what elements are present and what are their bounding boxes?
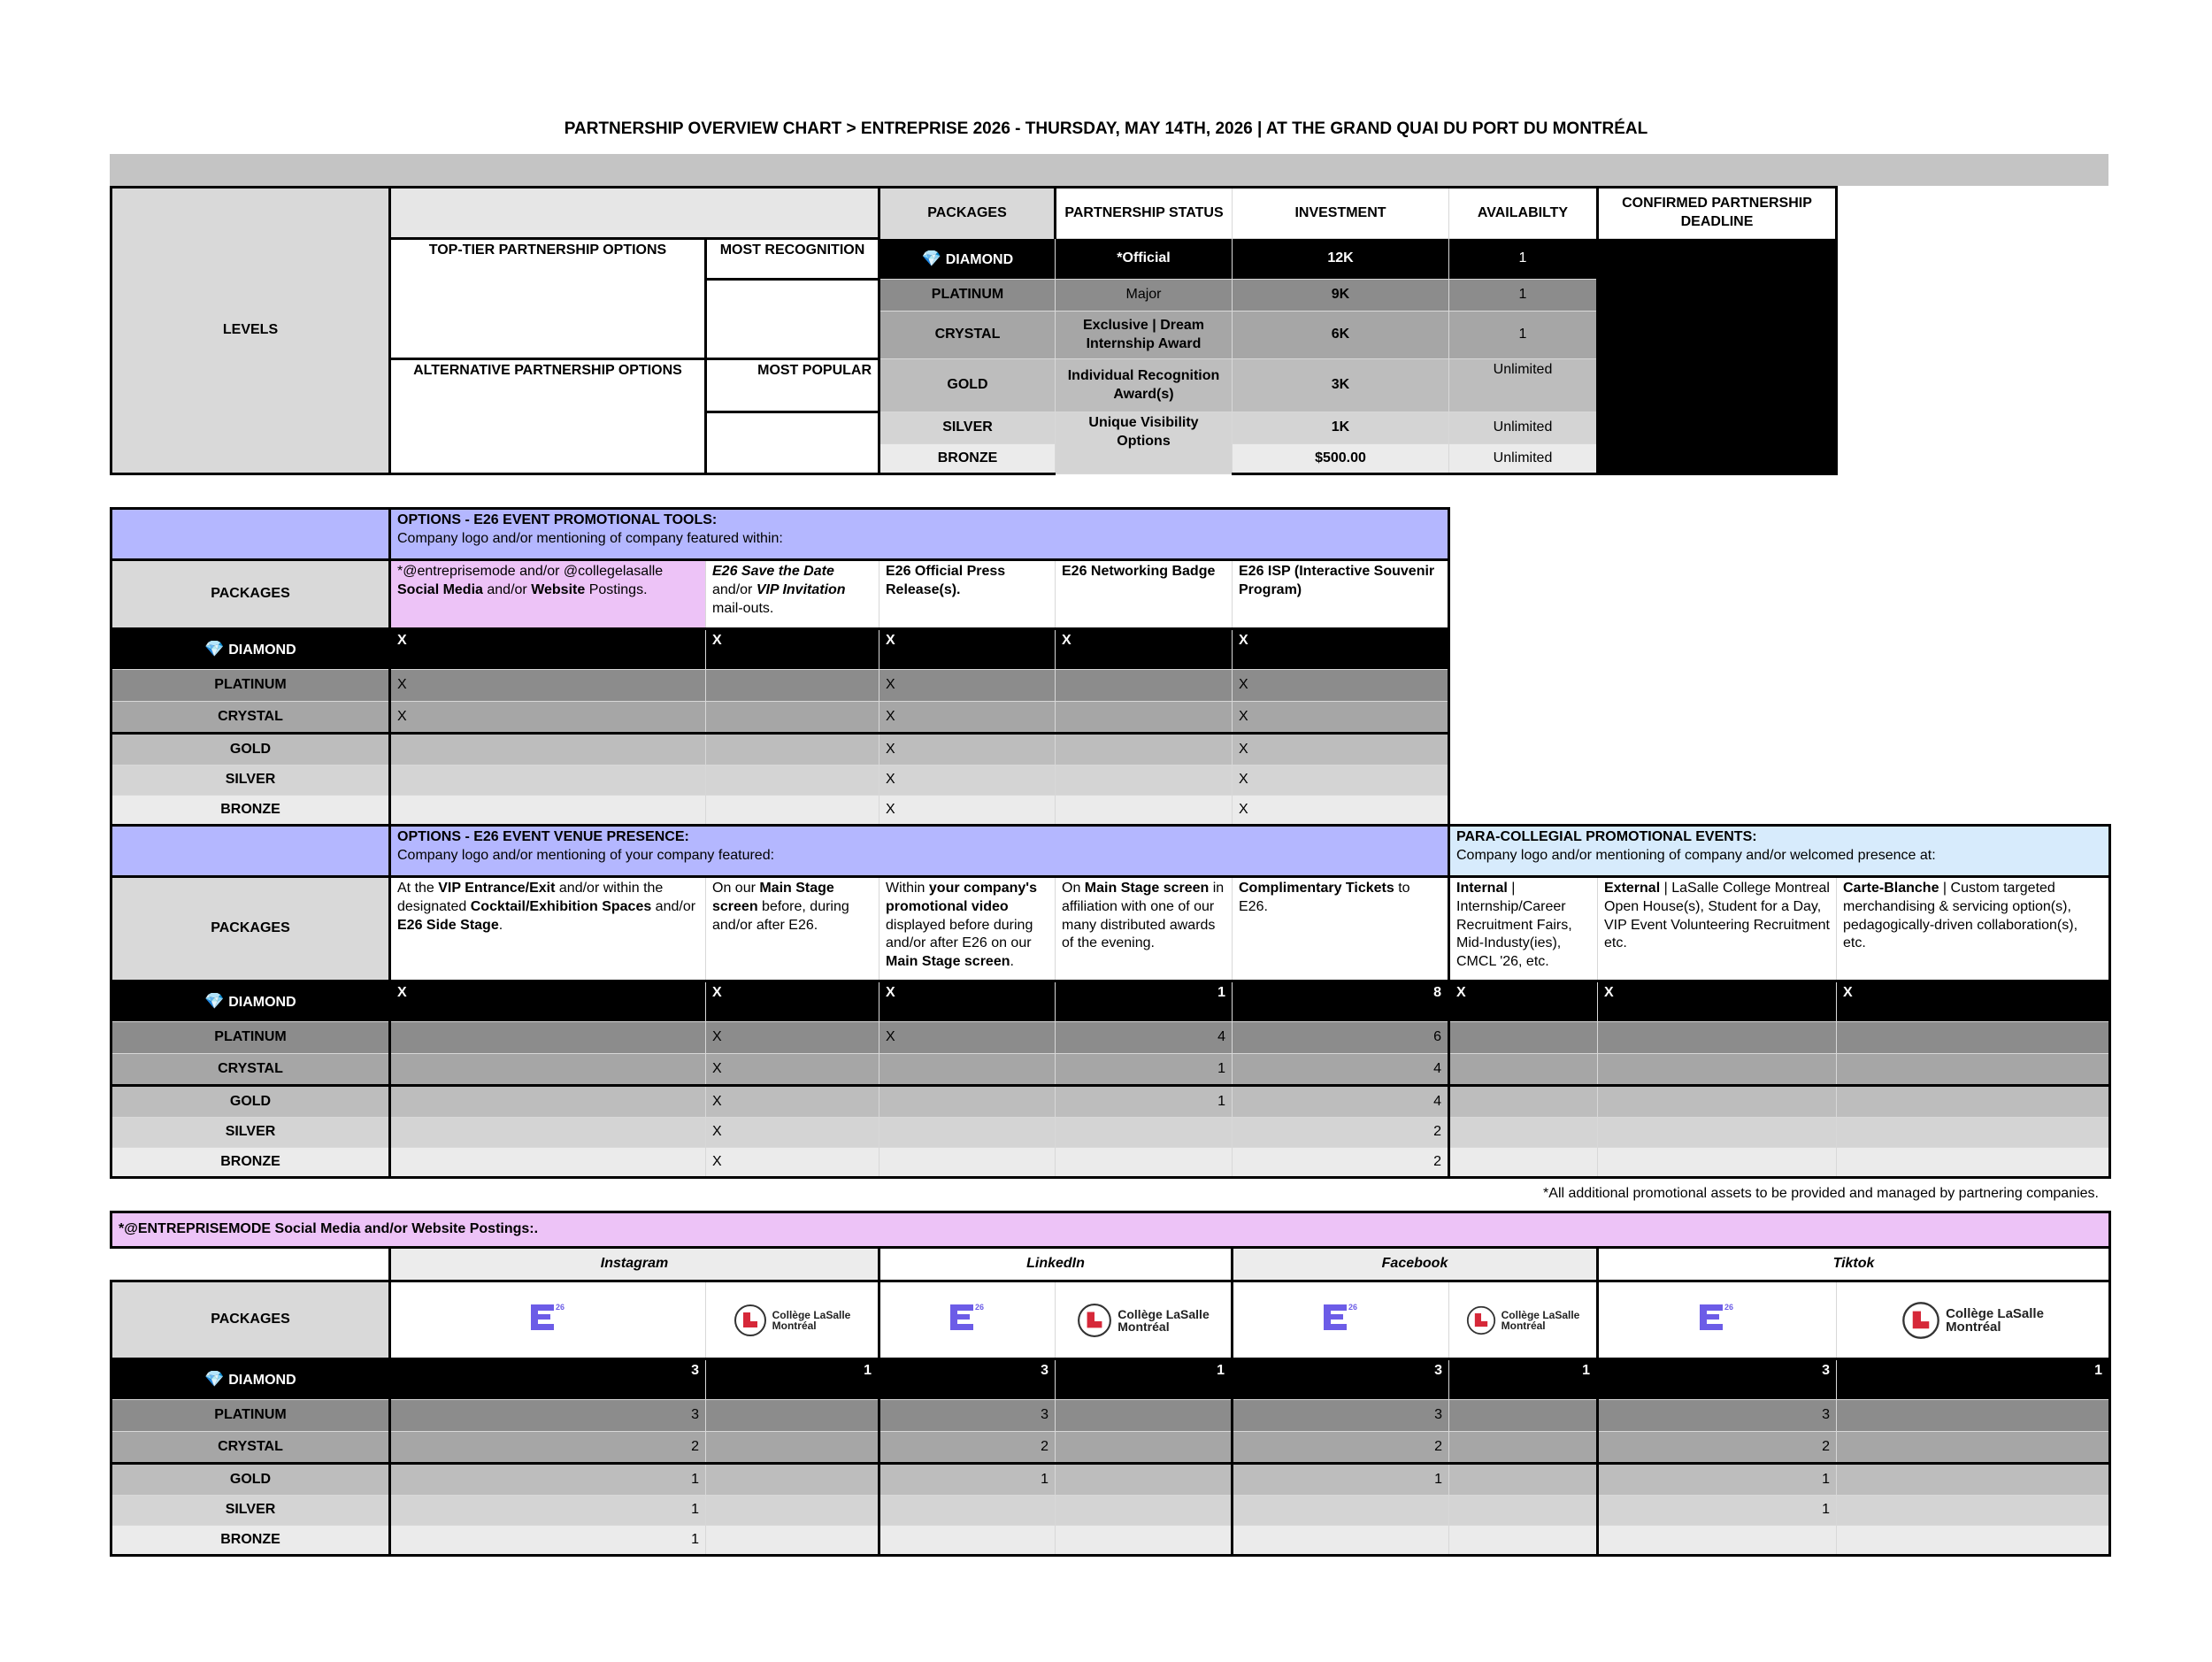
venue-row-bronze: BRONZE (111, 1148, 390, 1178)
promo-col-save-date: E26 Save the Date and/or VIP Invitation mail-outs. (706, 560, 879, 629)
header-investment: INVESTMENT (1233, 188, 1449, 239)
level-gold: GOLD (879, 359, 1056, 412)
status-crystal: Exclusive | Dream Internship Award (1056, 312, 1233, 359)
platform-instagram: Instagram (390, 1248, 879, 1281)
level-diamond: 💎 DIAMOND (879, 239, 1056, 280)
venue-col-internal: Internal | Internship/Career Recruitment Fairs, Mid-Industy(ies), CMCL '26, etc. (1449, 877, 1598, 981)
linkedin-e26-logo (879, 1281, 1056, 1359)
promo-col-press: E26 Official Press Release(s). (879, 560, 1056, 629)
instagram-lasalle-logo (706, 1281, 879, 1359)
availability-platinum: 1 (1449, 280, 1598, 312)
diamond-gem-icon: 💎 (204, 992, 225, 1011)
platform-linkedin: LinkedIn (879, 1248, 1233, 1281)
social-row-bronze: BRONZE (111, 1526, 390, 1556)
venue-row-silver: SILVER (111, 1118, 390, 1148)
investment-gold: 3K (1233, 359, 1449, 412)
venue-heading: OPTIONS - E26 EVENT VENUE PRESENCE: Company logo and/or mentioning of your company featured: (390, 826, 1449, 877)
page-title: PARTNERSHIP OVERVIEW CHART > ENTREPRISE 2026 - THURSDAY, MAY 14TH, 2026 | AT THE GRAND QUAI DU PORT DU MONTRÉAL (564, 119, 1648, 138)
levels-label: LEVELS (111, 188, 390, 474)
diamond-gem-icon: 💎 (204, 1370, 225, 1389)
venue-row-platinum: PLATINUM (111, 1022, 390, 1054)
venue-row-diamond: 💎 DIAMOND (111, 981, 390, 1022)
availability-bronze: Unlimited (1449, 444, 1598, 474)
status-silver: Unique Visibility Options (1056, 412, 1233, 474)
assets-note: *All additional promotional assets to be provided and managed by partnering companies. (1543, 1186, 2099, 1201)
promo-row-diamond: 💎 DIAMOND (111, 629, 390, 670)
diamond-gem-icon: 💎 (921, 249, 942, 267)
promo-packages-label: PACKAGES (111, 560, 390, 629)
header-status: PARTNERSHIP STATUS (1056, 188, 1233, 239)
e26-logo-icon (527, 1299, 570, 1341)
facebook-e26-logo (1233, 1281, 1449, 1359)
most-popular-label: MOST POPULAR (706, 359, 879, 412)
header-availability: AVAILABILTY (1449, 188, 1598, 239)
levels-table (110, 186, 2110, 475)
levels-header-spacer (390, 188, 879, 239)
e26-logo-icon (947, 1299, 989, 1341)
most-recognition-label: MOST RECOGNITION (706, 239, 879, 280)
venue-col-main-stage: On our Main Stage screen before, during and/or after E26. (706, 877, 879, 981)
header-bar (110, 154, 2108, 186)
venue-col-external: External | LaSalle College Montreal Open House(s), Student for a Day, VIP Event Volunteering Recruitment etc. (1598, 877, 1837, 981)
availability-silver: Unlimited (1449, 412, 1598, 444)
level-silver: SILVER (879, 412, 1056, 444)
promo-heading: OPTIONS - E26 EVENT PROMOTIONAL TOOLS: Company logo and/or mentioning of company featured within: (390, 509, 1449, 560)
linkedin-lasalle-logo (1056, 1281, 1233, 1359)
venue-col-carte-blanche: Carte-Blanche | Custom targeted merchandising & servicing option(s), pedagogically-driven collaboration(s), etc. (1837, 877, 2110, 981)
venue-col-awards: On Main Stage screen in affiliation with one of our many distributed awards of the evening. (1056, 877, 1233, 981)
tiktok-lasalle-logo (1837, 1281, 2110, 1359)
social-row-platinum: PLATINUM (111, 1400, 390, 1432)
investment-diamond: 12K (1233, 239, 1449, 280)
svg-text:26: 26 (555, 1303, 565, 1312)
social-table: *@ENTREPRISEMODE Social Media and/or Website Postings:. Instagram LinkedIn Facebook Tiktok PACKAGES 26 Collège LaSalle Montréal 26 Collège LaSalle Montréal 26 Collège LaSalle Montréal 26 Collège LaSalle Montréal 💎 DIAMOND 3 1 3 1 3 1 3 1 PLATINUM 3 3 3 3 CRYSTAL 2 2 2 2 GOLD 1 1 1 1 SILVER 1 1 BRONZE 1 (110, 1211, 2111, 1557)
tiktok-e26-logo (1598, 1281, 1837, 1359)
promo-row-bronze: BRONZE (111, 796, 390, 826)
header-packages: PACKAGES (879, 188, 1056, 239)
promo-row-platinum: PLATINUM (111, 670, 390, 702)
top-tier-label: TOP-TIER PARTNERSHIP OPTIONS (390, 239, 706, 359)
venue-col-video: Within your company's promotional video displayed before during and/or after E26 on our Main Stage screen. (879, 877, 1056, 981)
e26-logo-icon (1320, 1299, 1363, 1341)
level-platinum: PLATINUM (879, 280, 1056, 312)
platform-facebook: Facebook (1233, 1248, 1598, 1281)
svg-text:26: 26 (1724, 1303, 1734, 1312)
availability-gold: Unlimited (1449, 359, 1598, 412)
social-heading: *@ENTREPRISEMODE Social Media and/or Website Postings:. (111, 1212, 2110, 1248)
status-diamond: *Official (1056, 239, 1233, 280)
svg-text:26: 26 (1348, 1303, 1357, 1312)
status-platinum: Major (1056, 280, 1233, 312)
investment-crystal: 6K (1233, 312, 1449, 359)
investment-bronze: $500.00 (1233, 444, 1449, 474)
alternative-label: ALTERNATIVE PARTNERSHIP OPTIONS (390, 359, 706, 474)
investment-silver: 1K (1233, 412, 1449, 444)
diamond-gem-icon: 💎 (204, 640, 225, 658)
header-deadline: CONFIRMED PARTNERSHIP DEADLINE (1598, 188, 1837, 239)
promo-col-social: *@entreprisemode and/or @collegelasalle Social Media and/or Website Postings. (390, 560, 706, 629)
availability-diamond: 1 (1449, 239, 1598, 280)
venue-col-entrance: At the VIP Entrance/Exit and/or within the designated Cocktail/Exhibition Spaces and/or E26 Side Stage. (390, 877, 706, 981)
social-row-diamond: 💎 DIAMOND (111, 1359, 390, 1400)
social-packages-label: PACKAGES (111, 1281, 390, 1359)
options-table: OPTIONS - E26 EVENT PROMOTIONAL TOOLS: Company logo and/or mentioning of company featured within: PACKAGES *@entreprisemode and/or @collegelasalle Social Media and/or Website Postings. E26 Save the Date and/or VIP Invitation mail-outs. E26 Official Press Release(s). E26 Networking Badge E26 ISP (Interactive Souvenir Program) 💎 DIAMOND X X X X X PLATINUM X X X CRYSTAL X X X GOLD X X SILVER X X BRONZE X X OPTIONS - E26 EVENT VENUE PRESENCE: Company logo and/or mentioning of your company featured: PARA-COLLEGIAL PROMOTIONAL EVENTS: Company logo and/or mentioning of company and/or welcomed presence at: PACKAGES At the VIP Entrance/Exit and/or within the designated Cocktail/Exhibition Spaces and/or E26 Side Stage. On our Main Stage screen before, during and/or after E26. Within your company's promotional video displayed before during and/or after E26 on our Main Stage screen. On Main Stage screen in affiliation with one of our many distributed awards of the evening. Complimentary Tickets to E26. Internal | Internship/Career Recruitment Fairs, Mid-Industy(ies), CMCL '26, etc. External | LaSalle College Montreal Open House(s), Student for a Day, VIP Event Volunteering Recruitment etc. Carte-Blanche | Custom targeted merchandising & servicing option(s), pedagogically-driven collaboration(s), etc. 💎 DIAMOND X X X 1 8 X X X PLATINUM X X 4 6 CRYSTAL X 1 4 GOLD X 1 4 SILVER X 2 BRONZE X 2 (110, 507, 2111, 1179)
platform-tiktok: Tiktok (1598, 1248, 2110, 1281)
promo-col-badge: E26 Networking Badge (1056, 560, 1233, 629)
promo-row-crystal: CRYSTAL (111, 702, 390, 734)
venue-row-gold: GOLD (111, 1086, 390, 1118)
investment-platinum: 9K (1233, 280, 1449, 312)
e26-logo-icon (1696, 1299, 1739, 1341)
lasalle-logo-icon: Collège LaSalle Montréal (1466, 1305, 1580, 1335)
promo-row-gold: GOLD (111, 734, 390, 766)
status-gold: Individual Recognition Award(s) (1056, 359, 1233, 412)
social-row-silver: SILVER (111, 1496, 390, 1526)
availability-crystal: 1 (1449, 312, 1598, 359)
instagram-e26-logo (390, 1281, 706, 1359)
social-row-crystal: CRYSTAL (111, 1432, 390, 1464)
para-heading: PARA-COLLEGIAL PROMOTIONAL EVENTS: Company logo and/or mentioning of company and/or welcomed presence at: (1449, 826, 2110, 877)
svg-text:26: 26 (974, 1303, 984, 1312)
social-row-gold: GOLD (111, 1464, 390, 1496)
facebook-lasalle-logo (1449, 1281, 1598, 1359)
venue-col-tickets: Complimentary Tickets to E26. (1233, 877, 1449, 981)
lasalle-logo-icon: Collège LaSalle Montréal (733, 1304, 851, 1337)
level-crystal: CRYSTAL (879, 312, 1056, 359)
venue-row-crystal: CRYSTAL (111, 1054, 390, 1086)
level-bronze: BRONZE (879, 444, 1056, 474)
lasalle-logo-icon: Collège LaSalle Montréal (1077, 1303, 1209, 1338)
promo-col-isp: E26 ISP (Interactive Souvenir Program) (1233, 560, 1449, 629)
promo-row-silver: SILVER (111, 766, 390, 796)
deadline-value: Thursday, March 12th, 2026 (1598, 239, 1837, 474)
venue-packages-label: PACKAGES (111, 877, 390, 981)
lasalle-logo-icon: Collège LaSalle Montréal (1901, 1301, 2044, 1340)
